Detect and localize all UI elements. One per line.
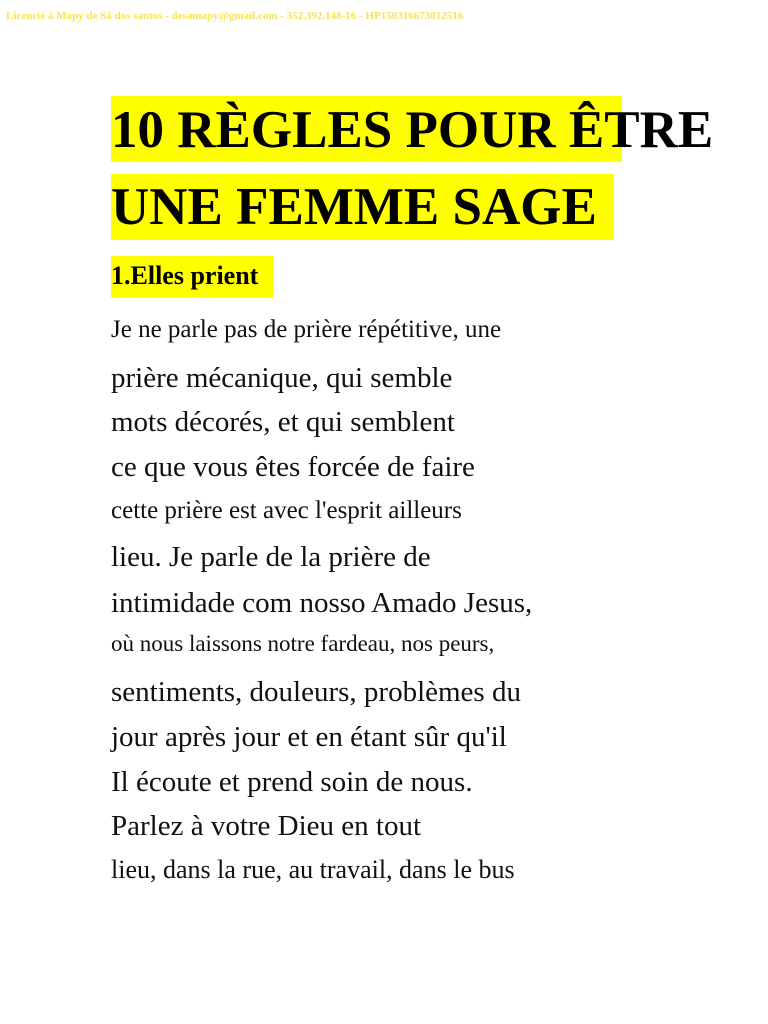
paragraph-line: prière mécanique, qui semble [111, 362, 453, 394]
paragraph-line: Je ne parle pas de prière répétitive, une [111, 316, 502, 343]
paragraph-line: Parlez à votre Dieu en tout [111, 810, 422, 842]
paragraph-line: jour après jour et en étant sûr qu'il [111, 721, 507, 753]
paragraph-line: cette prière est avec l'esprit ailleurs [111, 497, 462, 524]
paragraph-line: ce que vous êtes forcée de faire [111, 451, 475, 483]
paragraph-line: intimidade com nosso Amado Jesus, [111, 587, 533, 619]
page-title-line-1: 10 RÈGLES POUR ÊTRE [111, 101, 714, 159]
paragraph-line: Il écoute et prend soin de nous. [111, 766, 473, 798]
paragraph-line: lieu, dans la rue, au travail, dans le bus [111, 855, 515, 884]
paragraph-line: où nous laissons notre fardeau, nos peurs, [111, 631, 495, 656]
paragraph-line: lieu. Je parle de la prière de [111, 541, 431, 573]
section-heading: 1.Elles prient [111, 261, 259, 290]
paragraph-line: mots décorés, et qui semblent [111, 406, 455, 438]
paragraph-line: sentiments, douleurs, problèmes du [111, 676, 521, 708]
license-watermark: Licencié à Mapy de Sá dos santos - desamapy@gmail.com - 352.392.148-16 - HP150316673012516 [6, 10, 464, 22]
page-title-line-2: UNE FEMME SAGE [111, 178, 597, 236]
